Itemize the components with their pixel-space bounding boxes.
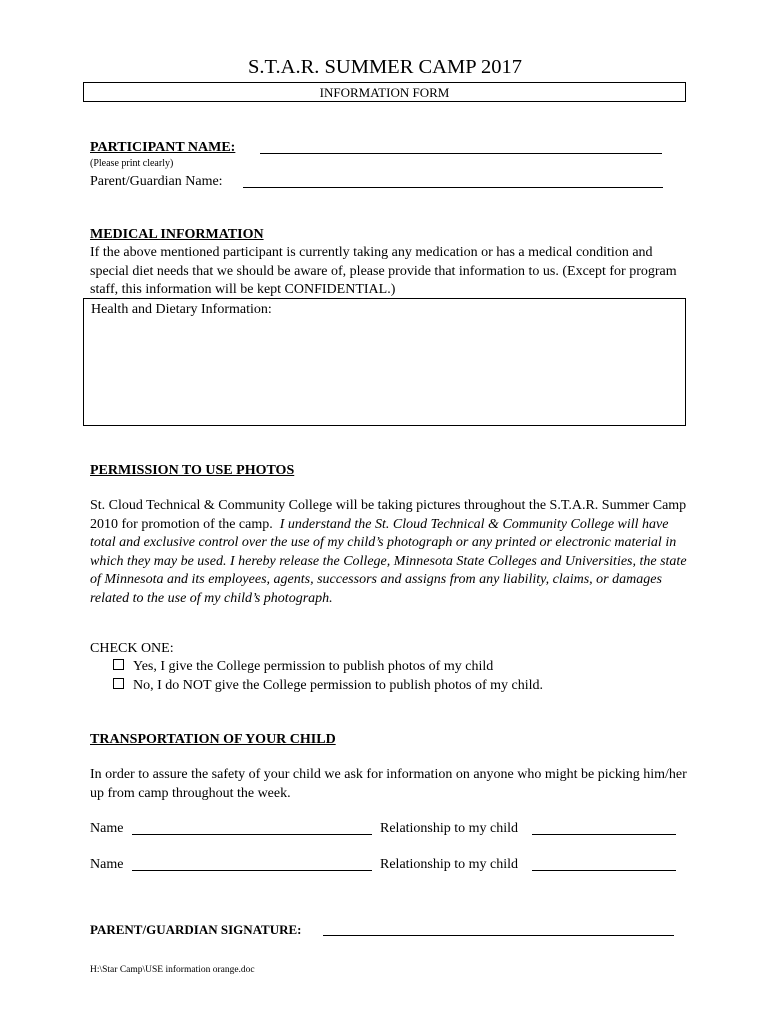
- photos-text: [90, 497, 690, 608]
- checkbox-yes[interactable]: [113, 659, 124, 670]
- signature-label: PARENT/GUARDIAN SIGNATURE:: [90, 922, 302, 937]
- pickup-name-label-2: Name: [90, 857, 124, 872]
- medical-heading: MEDICAL INFORMATION: [90, 227, 264, 242]
- health-dietary-box[interactable]: [83, 298, 686, 426]
- print-clearly-note: (Please print clearly): [90, 158, 174, 169]
- guardian-name-field[interactable]: [243, 187, 663, 188]
- medical-text: If the above mentioned participant is currently taking any medication or has a medical condition and special diet needs that we should be aware of, please provide that information to us. (Except for program staff, this information will be kept CONFIDENTIAL.): [90, 245, 677, 297]
- photos-release: I understand the St. Cloud Technical & Community College will have total and exclusive control over the use of my child’s photograph or any printed or electronic material in which they may be used. I hereby release the College, Minnesota State Colleges and Universities, the state of Minnesota and its employees, agents, successors and assigns from any liability, claims, or damages related to the use of my child’s photograph.: [90, 516, 687, 606]
- relationship-label-1: Relationship to my child: [380, 821, 519, 836]
- relationship-label-2: Relationship to my child: [380, 857, 519, 872]
- photo-option-no[interactable]: [113, 677, 543, 695]
- form-subtitle: INFORMATION FORM: [319, 85, 450, 100]
- relationship-field-2[interactable]: [532, 870, 676, 871]
- check-one-label: CHECK ONE:: [90, 641, 174, 656]
- participant-name-field[interactable]: [260, 153, 662, 154]
- pickup-name-field-1[interactable]: [132, 834, 372, 835]
- transport-text: In order to assure the safety of your child we ask for information on anyone who might be picking him/her up from camp throughout the week.: [90, 767, 687, 801]
- health-dietary-label: Health and Dietary Information:: [91, 302, 272, 317]
- footer-file-path: H:\Star Camp\USE information orange.doc: [90, 965, 255, 975]
- guardian-name-label: Parent/Guardian Name:: [90, 174, 223, 189]
- checkbox-no[interactable]: [113, 678, 124, 689]
- form-subtitle-box: [83, 82, 686, 102]
- signature-field[interactable]: [323, 935, 674, 936]
- photos-heading: PERMISSION TO USE PHOTOS: [90, 463, 295, 478]
- pickup-name-field-2[interactable]: [132, 870, 372, 871]
- photos-intro: St. Cloud Technical & Community College will be taking pictures throughout the S.T.A.R. Summer Camp 2010 for promotion of the camp.: [90, 498, 687, 532]
- transport-heading: TRANSPORTATION OF YOUR CHILD: [90, 732, 336, 747]
- option-no-label: No, I do NOT give the College permission to publish photos of my child.: [133, 678, 543, 693]
- page-title: S.T.A.R. SUMMER CAMP 2017: [248, 56, 522, 78]
- relationship-field-1[interactable]: [532, 834, 676, 835]
- participant-name-label: PARTICIPANT NAME:: [90, 140, 236, 155]
- pickup-name-label-1: Name: [90, 821, 124, 836]
- option-yes-label: Yes, I give the College permission to publish photos of my child: [133, 659, 494, 674]
- photo-option-yes[interactable]: [113, 658, 493, 676]
